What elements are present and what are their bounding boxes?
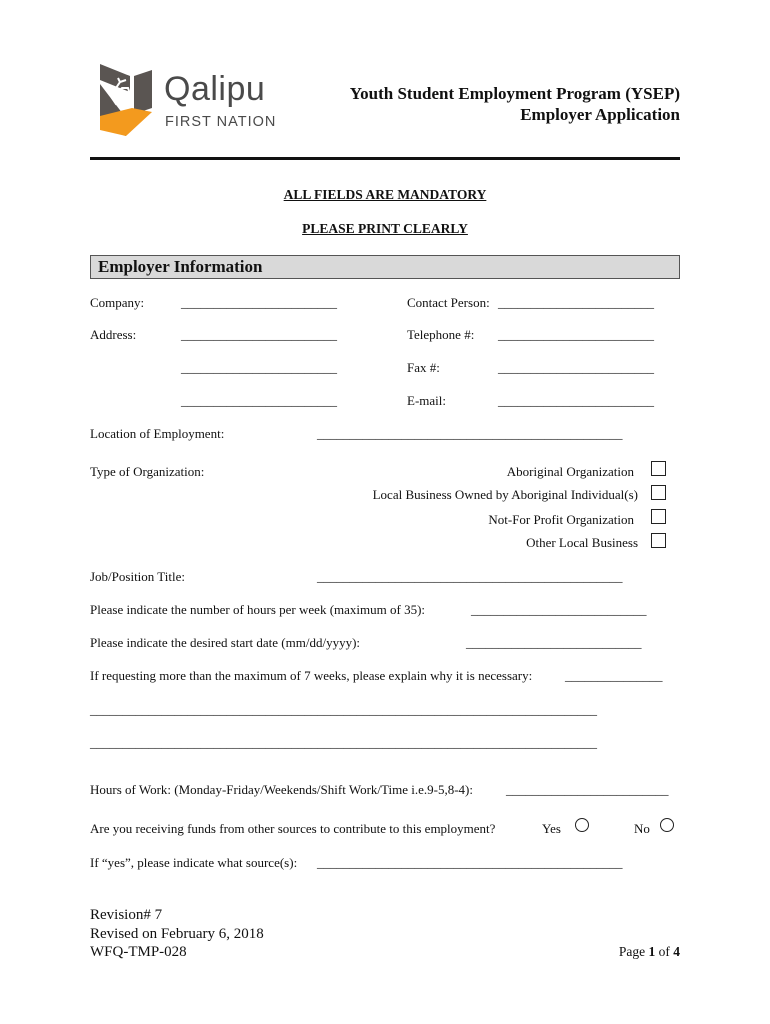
hours-of-work-field[interactable]: _________________________ xyxy=(506,782,669,797)
start-date-field[interactable]: ___________________________ xyxy=(466,635,642,650)
if-yes-field[interactable]: _______________________________________________ xyxy=(317,855,623,870)
section-header xyxy=(90,255,680,279)
company-field[interactable]: ________________________ xyxy=(181,295,337,310)
org-option-nonprofit: Not-For Profit Organization xyxy=(488,512,634,527)
max-weeks-label: If requesting more than the maximum of 7 weeks, please explain why it is necessary: xyxy=(90,668,533,683)
location-field[interactable]: _______________________________________________ xyxy=(317,426,623,441)
page-of: of xyxy=(658,944,670,959)
address-field-3[interactable]: ________________________ xyxy=(181,393,337,408)
location-label: Location of Employment: xyxy=(90,426,225,441)
doc-code: WFQ-TMP-028 xyxy=(90,944,187,960)
max-weeks-field[interactable]: _______________ xyxy=(565,668,663,683)
org-checkbox-aboriginal[interactable] xyxy=(651,461,666,476)
no-label: No xyxy=(634,821,650,836)
if-yes-label: If “yes”, please indicate what source(s): xyxy=(90,855,298,870)
doc-subtitle: Employer Application xyxy=(520,105,680,124)
other-funds-label: Are you receiving funds from other sources to contribute to this employment? xyxy=(90,821,496,836)
org-option-aboriginal: Aboriginal Organization xyxy=(506,464,634,479)
company-label: Company: xyxy=(90,295,145,310)
doc-title: Youth Student Employment Program (YSEP) xyxy=(349,84,680,103)
revision-number: Revision# 7 xyxy=(90,907,163,923)
email-label: E-mail: xyxy=(407,393,446,408)
hours-label: Please indicate the number of hours per week (maximum of 35): xyxy=(90,602,426,617)
telephone-label: Telephone #: xyxy=(407,327,475,342)
telephone-field[interactable]: ________________________ xyxy=(498,327,654,342)
print-notice: PLEASE PRINT CLEARLY xyxy=(302,221,468,236)
org-type-label: Type of Organization: xyxy=(90,464,205,479)
revised-date: Revised on February 6, 2018 xyxy=(90,926,264,942)
email-field[interactable]: ________________________ xyxy=(498,393,654,408)
job-title-label: Job/Position Title: xyxy=(90,569,186,584)
job-title-field[interactable]: _______________________________________________ xyxy=(317,569,623,584)
org-checkbox-local-owned[interactable] xyxy=(651,485,666,500)
page-prefix: Page xyxy=(618,944,646,959)
mandatory-notice: ALL FIELDS ARE MANDATORY xyxy=(283,187,487,202)
logo-name: Qalipu xyxy=(164,70,266,108)
yes-label: Yes xyxy=(542,821,561,836)
logo-subtitle: FIRST NATION xyxy=(165,114,277,130)
logo-emblem-icon xyxy=(96,58,158,136)
header-rule xyxy=(90,157,680,160)
address-field-1[interactable]: ________________________ xyxy=(181,327,337,342)
contact-person-label: Contact Person: xyxy=(407,295,490,310)
hours-field[interactable]: ___________________________ xyxy=(471,602,647,617)
start-date-label: Please indicate the desired start date (mm/dd/yyyy): xyxy=(90,635,361,650)
no-radio[interactable] xyxy=(660,818,674,832)
org-checkbox-other[interactable] xyxy=(651,533,666,548)
page-total: 4 xyxy=(673,944,680,959)
max-weeks-line-2[interactable]: ______________________________________________________________________________ xyxy=(90,702,597,717)
org-option-local-owned: Local Business Owned by Aboriginal Individual(s) xyxy=(372,487,638,502)
fax-field[interactable]: ________________________ xyxy=(498,360,654,375)
contact-person-field[interactable]: ________________________ xyxy=(498,295,654,310)
section-title: Employer Information xyxy=(98,257,263,276)
address-label: Address: xyxy=(90,327,137,342)
max-weeks-line-3[interactable]: ______________________________________________________________________________ xyxy=(90,735,597,750)
page-current: 1 xyxy=(648,944,656,959)
address-field-2[interactable]: ________________________ xyxy=(181,360,337,375)
page-indicator xyxy=(619,944,680,960)
yes-radio[interactable] xyxy=(575,818,589,832)
org-option-other: Other Local Business xyxy=(526,535,638,550)
hours-of-work-label: Hours of Work: (Monday-Friday/Weekends/Shift Work/Time i.e.9-5,8-4): xyxy=(90,782,473,797)
org-checkbox-nonprofit[interactable] xyxy=(651,509,666,524)
fax-label: Fax #: xyxy=(407,360,440,375)
